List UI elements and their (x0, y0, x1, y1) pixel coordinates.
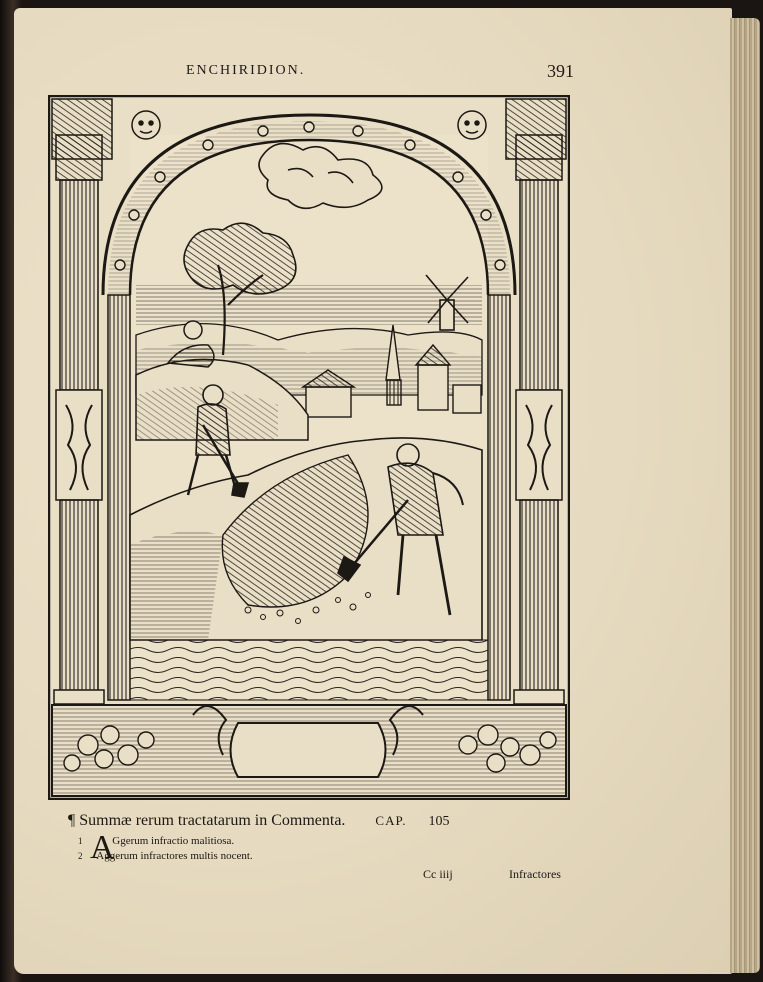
chapter-summary-heading (68, 812, 450, 830)
item-number: 1 (78, 836, 83, 846)
right-column (514, 135, 564, 704)
left-pilaster (108, 295, 130, 700)
summary-title: Summæ rerum tractatarum in Commenta. (79, 812, 346, 829)
page-number: 391 (547, 61, 574, 81)
signature-mark: Cc iiij (423, 867, 453, 881)
left-column (54, 135, 104, 704)
pilcrow-mark: ¶ (68, 812, 76, 829)
item-text: Aggerum infractores multis nocent. (96, 850, 253, 862)
summary-item (78, 850, 253, 862)
woodcut-illustration (48, 95, 570, 800)
summary-item (78, 835, 234, 847)
item-number: 2 (78, 851, 83, 861)
right-pilaster (488, 295, 510, 700)
chapter-number: 105 (428, 814, 450, 829)
running-head: ENCHIRIDION. (186, 63, 306, 78)
catchword: Infractores (509, 867, 561, 881)
page-edges (730, 18, 760, 973)
empty-cartouche (231, 723, 386, 777)
chapter-label: CAP. (375, 813, 407, 828)
drop-capital: A (90, 829, 115, 866)
item-text: Ggerum infractio malitiosa. (112, 835, 235, 847)
